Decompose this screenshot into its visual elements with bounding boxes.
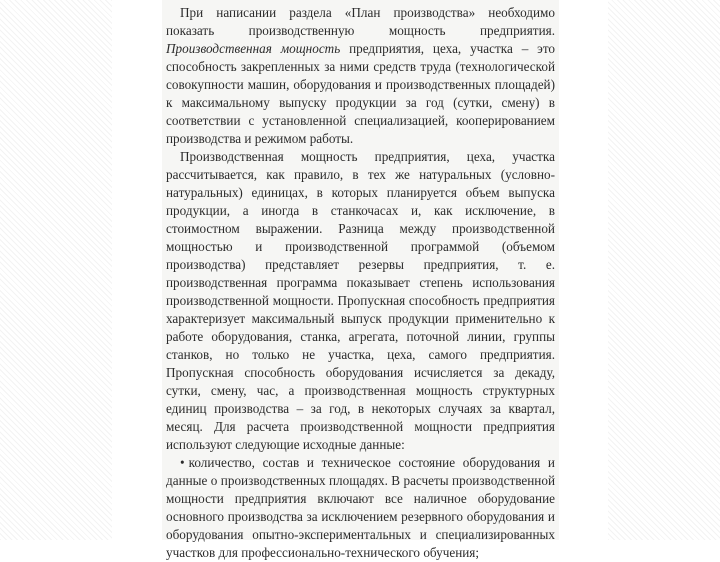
- emphasized-term: Производственная мощность: [166, 41, 341, 56]
- document-text: [166, 4, 555, 562]
- paragraph-capacity-calculation: Производственная мощность предприятия, цеха, участка рассчитывается, как правило, в тех же натуральных (условно-натуральных) единицах, в которых планируется объем выпуска продукции, а иногда в станкочасах и, как исключение, в стоимостном выражении. Разница между производственной мощностью и производственной программой (объемом производства) представляет резервы предприятия, т. е. производственная программа показывает степень использования производственной мощности. Пропускная способность предприятия характеризует максимальный выпуск продукции применительно к работе оборудования, станка, агрегата, поточной линии, группы станков, но только не участка, цеха, самого предприятия. Пропускная способность оборудования исчисляется за декаду, сутки, смену, час, а производственная мощность структурных единиц производства – за год, в некоторых случаях за квартал, месяц. Для расчета производственной мощности предприятия используют следующие исходные данные:: [166, 149, 555, 452]
- bullet-item-text: количество, состав и техническое состояние оборудования и данные о производственных площадях. В расчеты производственной мощности предприятия включают все наличное оборудование основного производства за исключением резервного оборудования и оборудования опытно-экспериментальных и специализированных участков для профессионально-технического обучения;: [166, 455, 555, 560]
- bullet-list-item: [166, 454, 555, 562]
- slide-page: [112, 0, 608, 560]
- right-margin-pattern: [608, 0, 720, 540]
- left-margin-pattern: [0, 0, 112, 540]
- bullet-marker: •: [180, 455, 185, 470]
- paragraph-intro-text: При написании раздела «План производства» необходимо показать производственную мощность предприятия.: [166, 5, 555, 38]
- paragraph-definition-text: предприятия, цеха, участка – это способность закрепленных за ними средств труда (технологической совокупности машин, оборудования и производственных площадей) к максимальному выпуску продукции за год (сутки, смену) в соответствии с установленной специализацией, кооперированием производства и режимом работы.: [166, 41, 555, 146]
- paragraph-production-capacity-definition: [166, 4, 555, 148]
